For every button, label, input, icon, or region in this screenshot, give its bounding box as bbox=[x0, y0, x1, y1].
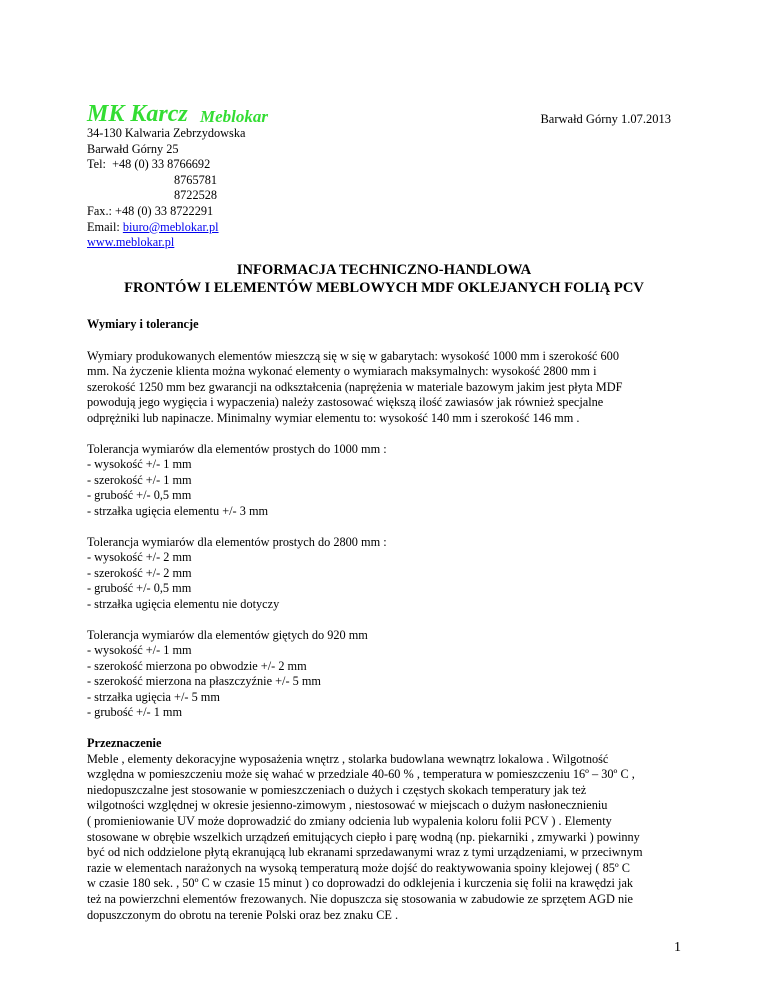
tolerance-group-title: Tolerancja wymiarów dla elementów giętych do 920 mm bbox=[87, 627, 368, 642]
paragraph-line: Meble , elementy dekoracyjne wyposażenia wnętrz , stolarka budowlana wewnątrz lokalowa . Wilgotność bbox=[87, 751, 609, 766]
tolerance-item: - strzałka ugięcia elementu nie dotyczy bbox=[87, 596, 280, 611]
website-link[interactable]: www.meblokar.pl bbox=[87, 235, 175, 250]
tolerance-item: - strzałka ugięcia elementu +/- 3 mm bbox=[87, 503, 269, 518]
section-heading-dimensions: Wymiary i tolerancje bbox=[87, 317, 199, 331]
paragraph-line: powodują jego wygięcia i wypaczenia) należy zastosować większą ilość zawiasów jak również specjalne bbox=[87, 395, 604, 410]
page-number: 1 bbox=[674, 940, 681, 955]
paragraph-line: w czasie 180 sek. , 50º C w czasie 15 minut ) co doprowadzi do odklejenia i kurczenia się folii na krawędzi jak bbox=[87, 876, 634, 891]
paragraph-line: też na powierzchni elementów frezowanych. Nie dopuszcza się stosowania w zabudowie ze sprzętem AGD nie bbox=[87, 892, 633, 906]
tolerance-item: - wysokość +/- 1 mm bbox=[87, 457, 192, 472]
address-line-1: 34-130 Kalwaria Zebrzydowska bbox=[87, 126, 246, 140]
website-line bbox=[87, 235, 245, 251]
paragraph-line: ( promieniowanie UV może doprowadzić do zmiany odcienia lub wypalenia koloru folii PCV ) . Elementy bbox=[87, 814, 612, 829]
tolerance-item: - grubość +/- 0,5 mm bbox=[87, 581, 192, 596]
phone-line-3: 8722528 bbox=[174, 188, 218, 203]
tolerance-item: - wysokość +/- 1 mm bbox=[87, 643, 192, 658]
paragraph-line: niedopuszczalne jest stosowanie w pomieszczeniach o dużych i częstych skokach temperatury jak też bbox=[87, 782, 587, 797]
paragraph-line: dopuszczonym do obrotu na terenie Polski oraz bez znaku CE . bbox=[87, 907, 399, 922]
paragraph-line: względna w pomieszczeniu może się wahać w przedziale 40-60 % , temperatura w pomieszczeniu 16º – 30º C , bbox=[87, 767, 635, 782]
tolerance-item: - szerokość +/- 2 mm bbox=[87, 565, 192, 580]
tolerance-item: - wysokość +/- 2 mm bbox=[87, 550, 192, 565]
paragraph-line: mm. Na życzenie klienta można wykonać elementy o wymiarach maksymalnych: wysokość 2800 mm i bbox=[87, 364, 597, 379]
document-title bbox=[87, 262, 681, 297]
fax-line: Fax.: +48 (0) 33 8722291 bbox=[87, 203, 214, 218]
tolerance-item: - grubość +/- 1 mm bbox=[87, 705, 183, 720]
address-line-2: Barwałd Górny 25 bbox=[87, 141, 179, 156]
tolerance-item: - strzałka ugięcia +/- 5 mm bbox=[87, 689, 220, 704]
phone-line-1: Tel: +48 (0) 33 8766692 bbox=[87, 157, 211, 172]
title-line-2: FRONTÓW I ELEMENTÓW MEBLOWYCH MDF OKLEJANYCH FOLIĄ PCV bbox=[124, 279, 644, 296]
tolerance-item: - szerokość +/- 1 mm bbox=[87, 472, 192, 487]
email-line bbox=[87, 220, 245, 236]
tolerance-item: - grubość +/- 0,5 mm bbox=[87, 488, 192, 503]
title-line-1: INFORMACJA TECHNICZNO-HANDLOWA bbox=[236, 262, 532, 278]
paragraph-line: odprężniki lub napinacze. Minimalny wymiar elementu to: wysokość 140 mm i szerokość 146 mm . bbox=[87, 410, 580, 425]
tolerance-item: - szerokość mierzona na płaszczyźnie +/- 5 mm bbox=[87, 674, 321, 689]
paragraph-line: stosowane w obrębie wszelkich urządzeń emitujących ciepło i parę wodną (np. piekarniki , zmywarki ) powinny bbox=[87, 829, 640, 844]
tolerance-group-title: Tolerancja wymiarów dla elementów prostych do 1000 mm : bbox=[87, 441, 387, 456]
paragraph-line: Wymiary produkowanych elementów mieszczą się w się w gabarytach: wysokość 1000 mm i szerokość 600 bbox=[87, 348, 619, 363]
email-link[interactable]: biuro@meblokar.pl bbox=[122, 219, 219, 234]
document-body bbox=[87, 317, 681, 923]
paragraph-line: być od nich oddzielone płytą ekranującą lub ekranami sprzedawanymi wraz z tymi urządzeniami, w przeciwnym bbox=[87, 845, 643, 860]
contact-block bbox=[87, 126, 245, 251]
company-name: MK Karcz bbox=[87, 101, 188, 127]
phone-line-2: 8765781 bbox=[174, 172, 218, 187]
tolerance-item: - szerokość mierzona po obwodzie +/- 2 mm bbox=[87, 658, 307, 673]
paragraph-line: szerokość 1250 mm bez gwarancji na odkształcenia (naprężenia w materiale bazowym jakim jest płyta MDF bbox=[87, 379, 623, 394]
email-label: Email: bbox=[87, 219, 123, 234]
section-heading-purpose: Przeznaczenie bbox=[87, 736, 162, 751]
paragraph-line: wilgotności względnej w okresie jesienno-zimowym , niestosować w miejscach o dużym nasłonecznieniu bbox=[87, 798, 608, 813]
tolerance-group-title: Tolerancja wymiarów dla elementów prostych do 2800 mm : bbox=[87, 534, 387, 549]
paragraph-line: razie w elementach narażonych na wysoką temperaturą może dojść do reaktywowania spoiny klejowej ( 85º C bbox=[87, 860, 630, 875]
place-date: Barwałd Górny 1.07.2013 bbox=[540, 112, 671, 126]
company-brand: Meblokar bbox=[200, 107, 268, 126]
